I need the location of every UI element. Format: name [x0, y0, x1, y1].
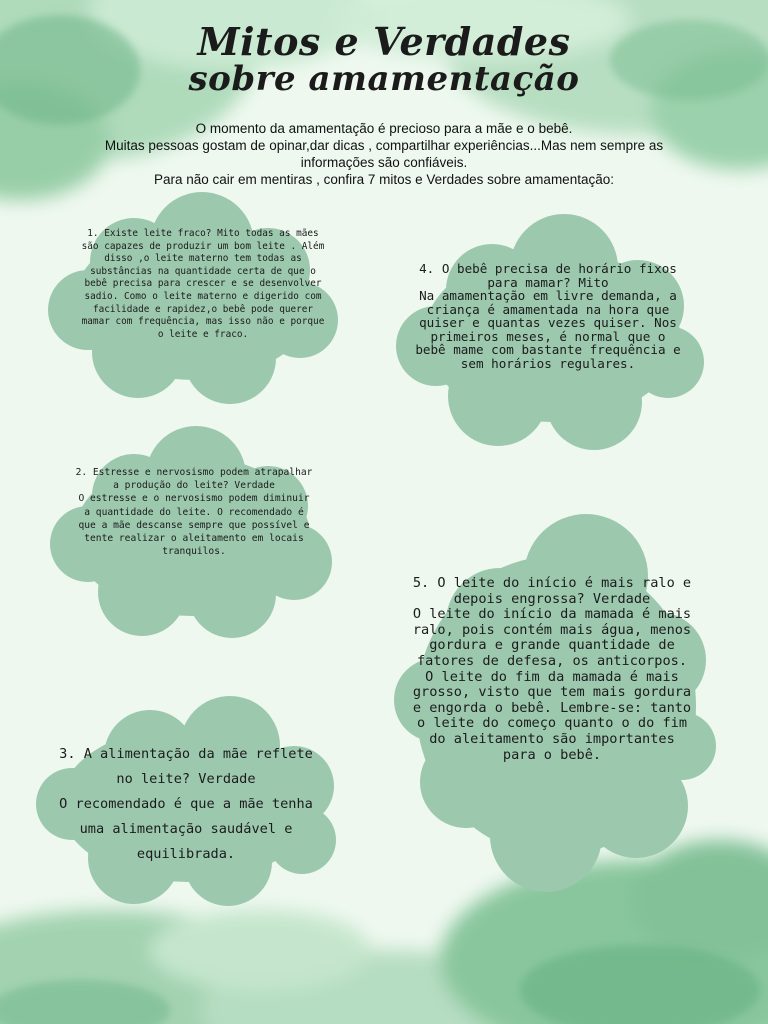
- intro-text: [70, 120, 698, 188]
- title-line-2: sobre amamentação: [188, 58, 580, 99]
- card-2-text: [74, 466, 314, 558]
- intro-line: Muitas pessoas gostam de opinar,dar dicas , compartilhar experiências...Mas nem sempre as informações são confiáveis.: [104, 138, 664, 170]
- card-1-question: 1. Existe leite fraco? Mito todas as mães são capazes de produzir um bom leite . Além disso ,o leite materno tem todas as substâncias na quantidade certa de que o bebê precisa para crescer e se desenvolver sadio. Como o leite materno e digerido com facilidade e rapidez,o bebê pode querer mamar com frequência, mas isso não e porque o leite e fraco.: [81, 228, 325, 340]
- card-3-answer: O recomendado é que a mãe tenha uma alimentação saudável e equilibrada.: [59, 796, 313, 862]
- card-2-question: 2. Estresse e nervosismo podem atrapalhar a produção do leite? Verdade: [75, 467, 313, 492]
- card-4-answer: Na amamentação em livre demanda, a criança é amamentada na hora que quiser e quantas vezes quiser. Nos primeiros meses, é normal que o bebê mame com bastante frequência e sem horários regulares.: [415, 288, 681, 371]
- card-5-question: 5. O leite do início é mais ralo e depois engrossa? Verdade: [412, 575, 692, 607]
- title-line-1: Mitos e Verdades: [197, 19, 571, 64]
- card-5-text: [412, 576, 692, 763]
- card-2-answer: O estresse e o nervosismo podem diminuir a quantidade do leite. O recomendado é que a mãe descanse sempre que possível e tente realizar o aleitamento em locais tranquilos.: [78, 493, 310, 558]
- card-4-question: 4. O bebê precisa de horário fixos para mamar? Mito: [419, 261, 677, 290]
- intro-line: O momento da amamentação é precioso para a mãe e o bebê.: [195, 121, 573, 136]
- card-5-answer: O leite do início da mamada é mais ralo, pois contém mais água, menos gordura e grande quantidade de fatores de defesa, os anticorpos. O leite do fim da mamada é mais grosso, visto que tem mais gordura e engorda o bebê. Lembre-se: tanto o leite do começo quanto o do fim do aleitamento são importantes para o bebê.: [412, 606, 692, 763]
- card-3-question: 3. A alimentação da mãe reflete no leite? Verdade: [59, 746, 313, 787]
- poster-title: [0, 19, 768, 99]
- card-1-text: [78, 228, 328, 341]
- card-3-text: [48, 742, 324, 867]
- intro-line: Para não cair em mentiras , confira 7 mitos e Verdades sobre amamentação:: [154, 172, 614, 187]
- card-4-text: [414, 262, 682, 370]
